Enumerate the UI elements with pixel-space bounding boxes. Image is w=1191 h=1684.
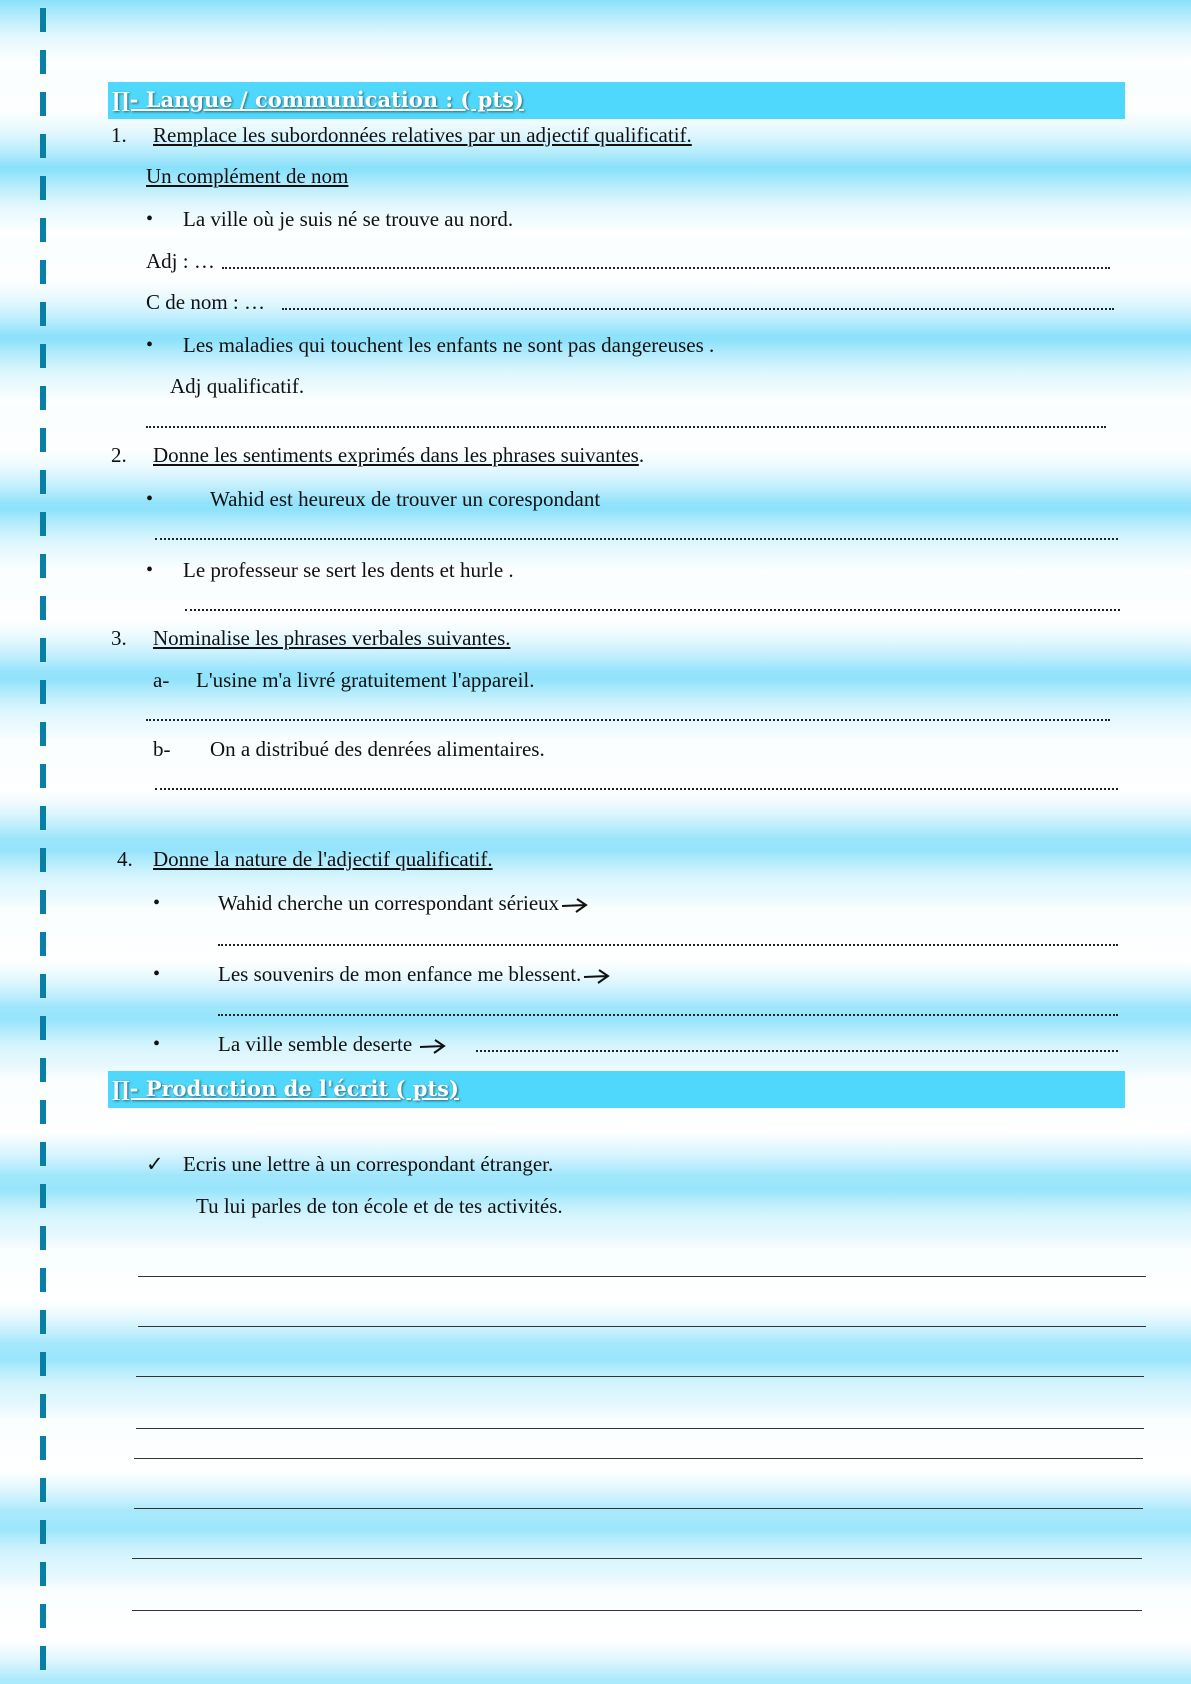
writing-line[interactable]: [134, 1458, 1143, 1459]
question-number: 4.: [117, 847, 133, 871]
writing-prompt: Tu lui parles de ton école et de tes activités.: [196, 1194, 563, 1218]
question-number: 3.: [111, 626, 127, 650]
answer-blank[interactable]: [146, 717, 1110, 721]
answer-blank[interactable]: [155, 786, 1118, 790]
writing-line[interactable]: [136, 1376, 1144, 1377]
answer-blank[interactable]: [222, 265, 1110, 269]
exercise-sentence: Le professeur se sert les dents et hurle .: [183, 558, 514, 582]
exercise-sentence: [218, 890, 589, 916]
question-number: 1.: [111, 123, 127, 147]
writing-prompt: Ecris une lettre à un correspondant étranger.: [183, 1152, 554, 1176]
check-icon: ✓: [146, 1152, 164, 1176]
writing-line[interactable]: [132, 1558, 1142, 1559]
section-header-langue: ∏- Langue / communication : ( pts): [108, 82, 1125, 119]
exercise-sentence: L'usine m'a livré gratuitement l'appareil.: [196, 668, 535, 692]
bullet-icon: •: [153, 963, 161, 985]
item-label: b-: [153, 737, 171, 761]
answer-label: Adj qualificatif.: [170, 374, 305, 398]
bullet-icon: •: [146, 208, 154, 230]
writing-line[interactable]: [134, 1508, 1143, 1509]
answer-blank[interactable]: [282, 306, 1114, 310]
subheading: Un complément de nom: [146, 164, 349, 188]
bullet-icon: •: [146, 488, 154, 510]
exercise-sentence-text: La ville semble deserte: [218, 1032, 418, 1056]
answer-label: C de nom : …: [146, 290, 265, 314]
writing-line[interactable]: [138, 1326, 1146, 1327]
answer-blank[interactable]: [155, 536, 1118, 540]
writing-line[interactable]: [136, 1428, 1144, 1429]
answer-blank[interactable]: [476, 1048, 1118, 1052]
answer-blank[interactable]: [146, 424, 1106, 428]
answer-blank[interactable]: [218, 1012, 1118, 1016]
question-instruction: Remplace les subordonnées relatives par un adjectif qualificatif.: [153, 123, 692, 147]
exercise-sentence-text: Wahid cherche un correspondant sérieux: [218, 891, 560, 915]
answer-blank[interactable]: [218, 942, 1118, 946]
bullet-icon: •: [146, 334, 154, 356]
exercise-sentence-text: Les souvenirs de mon enfance me blessent.: [218, 962, 582, 986]
bullet-icon: •: [153, 892, 161, 914]
exercise-sentence: Wahid est heureux de trouver un corespondant: [210, 487, 601, 511]
dashed-border: [40, 8, 46, 1676]
writing-line[interactable]: [132, 1610, 1142, 1611]
answer-label: Adj : …: [146, 249, 215, 273]
question-instruction: Nominalise les phrases verbales suivantes.: [153, 626, 511, 650]
exercise-sentence: Les maladies qui touchent les enfants ne sont pas dangereuses .: [183, 333, 715, 357]
bullet-icon: •: [146, 559, 154, 581]
punctuation: .: [638, 443, 645, 467]
answer-blank[interactable]: [185, 607, 1120, 611]
exercise-sentence: [218, 961, 611, 987]
writing-line[interactable]: [138, 1276, 1146, 1277]
item-label: a-: [153, 668, 170, 692]
exercise-sentence: [218, 1031, 447, 1057]
question-instruction: [153, 442, 644, 468]
bullet-icon: •: [153, 1033, 161, 1055]
question-instruction-text: Donne les sentiments exprimés dans les phrases suivantes: [153, 443, 639, 467]
arrow-right-icon: [419, 1037, 447, 1055]
section-header-production: ∏- Production de l'écrit ( pts): [108, 1071, 1125, 1108]
question-number: 2.: [111, 443, 127, 467]
question-instruction: Donne la nature de l'adjectif qualificatif.: [153, 847, 493, 871]
exercise-sentence: La ville où je suis né se trouve au nord.: [183, 207, 514, 231]
exercise-sentence: On a distribué des denrées alimentaires.: [210, 737, 545, 761]
arrow-right-icon: [583, 967, 611, 985]
arrow-right-icon: [561, 896, 589, 914]
